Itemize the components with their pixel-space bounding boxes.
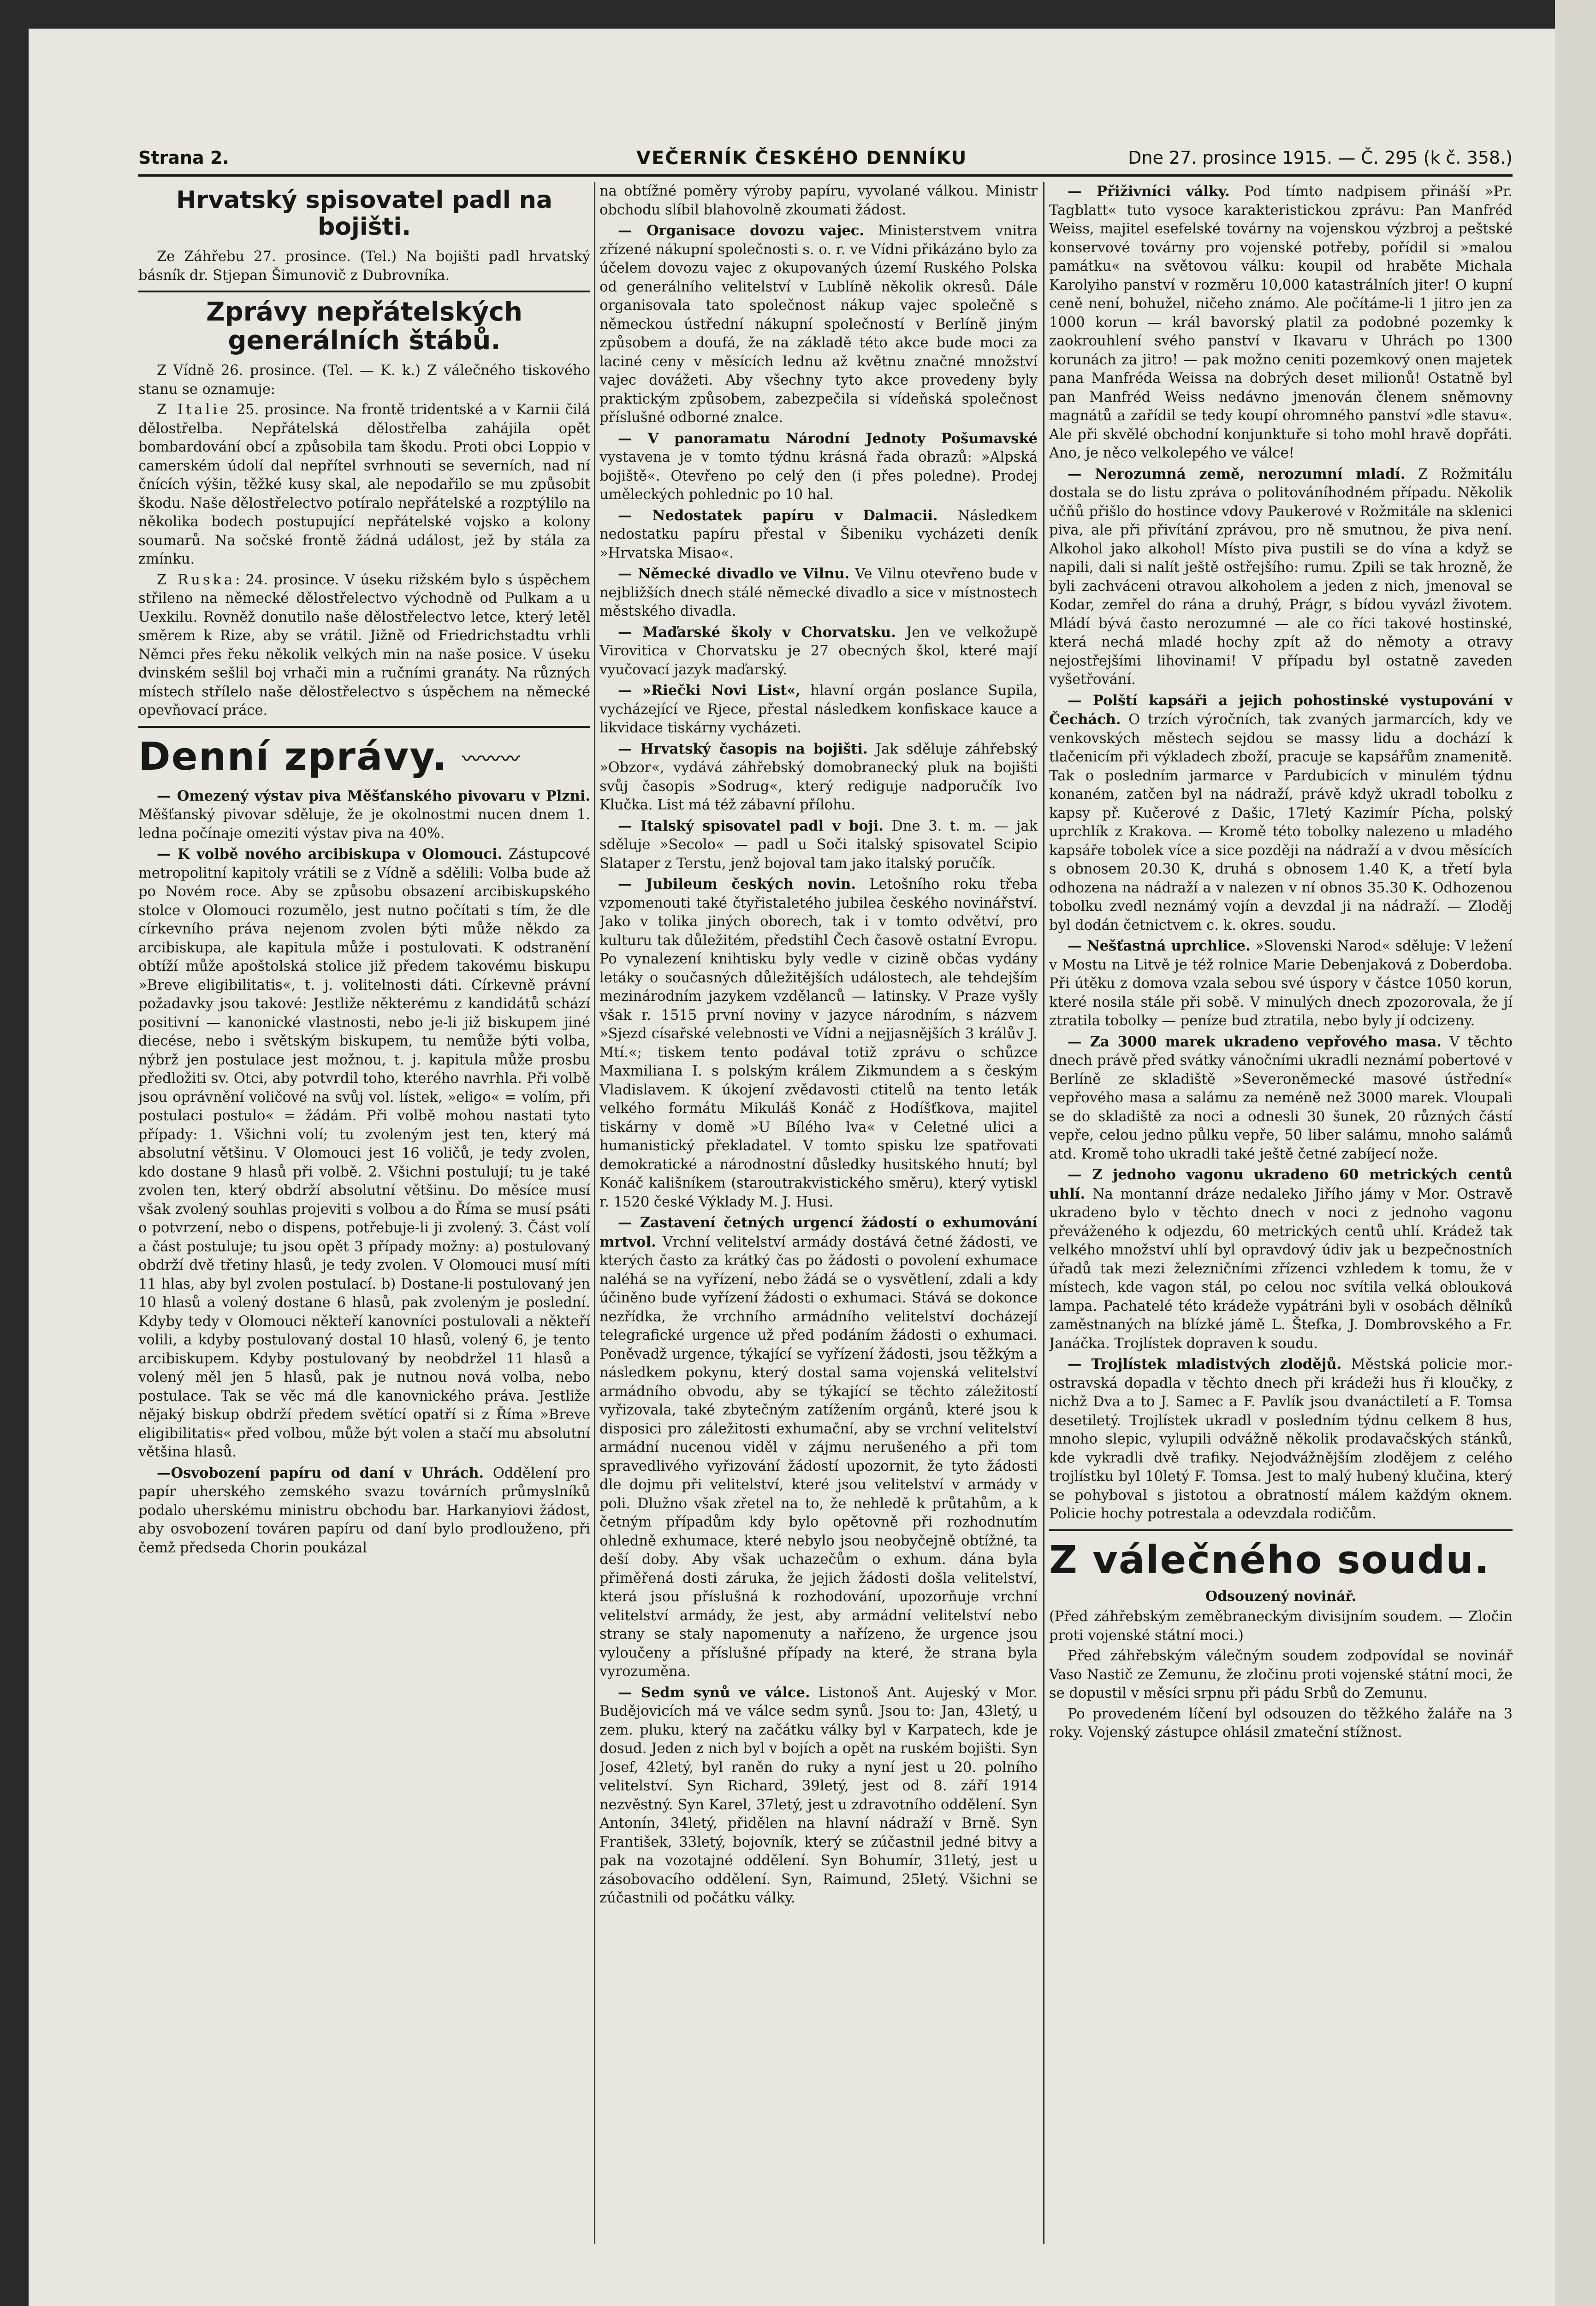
- news-lead: — Nerozumná země, nerozumní mladí.: [1068, 465, 1406, 482]
- paragraph-text: : 24. prosince. V úseku rižském bylo s úspěchem střileno na německé dělostřelectvo východně od Pulkam a u Uexkilu. Rovněž donutilo naše dělostřelectvo letce, který letěl směrem k Rize, aby se vrátil. Jižně od Friedrichstadtu vrhli Němci přes řeku několik velkých min na naše posice. V úseku dvinském sešlil boj vrhači min a ručními granáty. Na různých místech střílelo naše dělostřelectvo s úspěchem na německé opevňovací práce.: [138, 571, 590, 719]
- news-lead: — Maďarské školy v Chorvatsku.: [618, 624, 896, 641]
- news-text: Vrchní velitelství armády dostává četné žádosti, ve kterých často za krátký čas po žádosti o povolení exhumace naléhá se na vyřízení, nebo žádá se o vysvětlení, zdali a kdy účiněno bude vyřízení žádosti o exhumaci. Stává se dokonce nezřídka, že vrchního armádního velitelství docházejí telegrafické urgence už před podáním žádosti o exhumaci. Poněvadž urgence, týkající se vyřízení žádosti, jsou těžkým a následkem pokynu, který dostal sama vojenská velitelství armádního obvodu, aby se týkající se těchto záležitostí vyřizovala, také zbytečným zatížením orgánů, které jsou k disposici pro záležitosti exhumační, aby se vrchní velitelství armádní nucenou viděl v zájmu nerušeného a při tom spravedlivého vyřizování žádostí upozornit, že tyto žádosti dle dojmu při velitelství, které jsou velitelství v armády v poli. Dlužno však zřetel na to, že nehledě k průtahům, a k četným případům kdy bylo opětovně při rozhodnutím ohledně exhumace, které nebylo jsou neobyčejně obtížné, ta deší doby. Aby však uchazečům o exhum. dána byla přiměřená dosti záruka, že jejich žádosti došla velitelství, která jsou příslušná k rozhodování, upozorňuje vrchní velitelství armády, že jest, aby armádní velitelství nebo strany se staly napomenuty a nařízeno, že urgence jsou vyloučeny a příslušné případy na které, že strana byla vyrozuměna.: [599, 1234, 1038, 1680]
- news-lead: — Německé divadlo ve Vilnu.: [618, 565, 850, 582]
- news-text: Ve Vilnu otevřeno bude v nejbližších dnech stálé německé divadlo a sice v místnostech městského divadla.: [599, 566, 1038, 619]
- news-text: Zástupcové metropolitní kapitoly vrátili se z Vídně a sdělili: Volba bude až po Novém roce. Aby se způsobu obsazení arcibiskupského stolce v Olomouci rozumělo, jest nutno počítati s tím, že dle církevního práva nejenom zvolen býti může někdo za arcibiskupa, ale kapitula může i postulovati. K odstranění obtíží může apoštolská stolice již předem takovému biskupu »Breve eligibilitatis«, t. j. volitelnosti dáti. Církevně právní požadavky jsou takové: Jestliže některému z kandidátů schází positivní — kanonické vlastnosti, nebo je-li již biskupem jiné diecése, nebo i světským biskupem, tu nemůže býti volba, nýbrž jen postulace jest možnou, t. j. kapitula může prosbu předložiti sv. Otci, aby potvrdil toho, kterého navrhla. Při volbě jsou oprávnění voličové na svůj vol. lístek, »eligo« = volím, při postulaci postulo« = žádám. Při volbě mohou nastati tyto případy: 1. Všichni volí; tu zvoleným jest ten, který má absolutní většinu. V Olomouci jest 16 voličů, je tedy zvolen, kdo dostane 9 hlasů při volbě. 2. Všichni postulují; tu je také zvolen ten, který obdrží absolutní většinu. Do měsíce musí však zvolený souhlas projeviti s volbou a do Říma se musí psáti o potvrzení, nebo o dispens, potřebuje-li ji zvolený. 3. Část volí a část postuluje; tu jsou opět 3 případy možny: a) postulovaný obdrží dvě třetiny hlasů, je tedy zvolen. V Olomouci musí míti 11 hlas, aby byl zvolen postulací. b) Dostane-li postulovaný jen 10 hlasů a volený dostane 6 hlasů, pak zvoleným je poslední. Kdyby tedy v Olomouci někteří kanovníci postulovali a někteří volili, a kdyby postulovaný dostal 10 hlasů, volený 6, je tento arcibiskupem. Kdyby postulovaný by neobdržel 11 hlasů a volený měl jen 5 hlasů, pak je nutnou nová volba, nebo postulace. Tak se věc má dle kanovnického práva. Jestliže nějaký biskup obdrží předem světící opatří si z Říma »Breve eligibilitatis« před volbou, může být volen a stačí mu absolutní většina hlasů.: [138, 846, 590, 1461]
- article-headline: Hrvatský spisovatel padl na bojišti.: [176, 186, 552, 241]
- news-text: vystavena je v tomto týdnu krásná řada obrazů: »Alpská bojiště«. Otevřeno po celý den (i přes poledne). Prodej uměleckých pohlednic po 10 hal.: [599, 449, 1038, 503]
- paragraph-text: 25. prosince. Na frontě tridentské a v Karnii čilá dělostřelba. Nepřátelská dělostřelba zahájila opět bombardování obcí a způsobila tam škodu. Proti obci Loppio v camerském údolí dal nepřítel svrhnouti se severních, nad ní čnících výšin, těžké kusy skal, ale nepodařilo se mu způsobit škodu. Naše dělostřelectvo potíralo nepřátelské a rozptýlilo na několika bodech postupující nepřátelské vojsko a kolony soumarů. Na sočské frontě žádná událost, jež by stála za zmínku.: [138, 402, 590, 567]
- news-text: hlavní orgán poslance Supila, vycházející ve Rjece, přestal následkem konfiskace kauce a likvidace tiskárny vycházeti.: [599, 683, 1038, 736]
- news-text: Oddělení pro papír uherského zemského svazu továrních průmyslníků podalo uherskému ministru obchodu bar. Harkanyiovi žádost, aby osvobození továren papíru od daní bylo prodlouženo, při čemž předseda Chorin poukázal: [138, 1465, 590, 1556]
- newspaper-title: VEČERNÍK ČESKÉHO DENNÍKU: [636, 148, 967, 169]
- news-lead: — K volbě nového arcibiskupa v Olomouci.: [157, 846, 503, 863]
- news-text: Dne 3. t. m. — jak sděluje »Secolo« — padl u Soči italský spisovatel Scipio Slataper z Terstu, jenž bojoval tam jako italský poručík.: [599, 818, 1038, 872]
- news-lead: — Zastavení četných urgencí žádostí o exhumování mrtvol.: [599, 1214, 1038, 1250]
- news-lead: — Přiživníci války.: [1068, 183, 1230, 200]
- news-text: V těchto dnech právě před svátky vánočními ukradli neznámí pobertové v Berlíně ze skladiště »Severoněmecké masové ústřední« vepřového masa a salámu za neméně než 3000 marek. Vloupali se do skladiště za noci a odnesli 30 šunek, 20 různých částí vepře, celou jedno půlku vepře, 50 liber salámu, mnoho salámů atd. Kromě toho ukradli také ještě četné zabíjecí nože.: [1049, 1034, 1513, 1162]
- news-item: [599, 817, 1038, 874]
- news-item: [599, 875, 1038, 1212]
- article-headline: Zprávy nepřátelských generálních štábů.: [206, 297, 523, 356]
- news-item: [599, 221, 1038, 428]
- article-body: Před záhřebským válečným soudem zodpovídal se novinář Vaso Nastič ze Zemunu, že zločinu proti vojenské státní moci, že se dopustil v měsíci srpnu při pádu Srbů do Zemunu.: [1049, 1648, 1513, 1701]
- masthead: [138, 148, 1513, 175]
- news-item: [1049, 465, 1513, 689]
- news-item: [599, 506, 1038, 563]
- news-lead: — Nešťastná uprchlice.: [1068, 938, 1251, 954]
- news-text: Ministerstvem vnitra zřízené nákupní společnosti s. o. r. ve Vídni přikázáno bylo za účelem dovozu vajec z okupovaných území Ruského Polska od generálního velitelství v Lublíně několik okresů. Dále organisovala tato společnost nákup vajec společně s německou ústřední nákupní společností v Berlíně jiným způsobem a doufá, že na základě této akce bude moci za laciné ceny v měsících lednu až květnu značné množství vajec dovážeti. Aby všechny tyto akce provedeny byly praktickým způsobem, zabezpečila si vídeňská společnost příslušné odborné znalce.: [599, 223, 1038, 426]
- news-text: Městská policie mor.-ostravská dopadla v těchto dnech při krádeži hus ři kloučky, z nichž Dva a to J. Samec a F. Pavlík jsou dvanáctiletí a F. Tomsa desetiletý. Trojlístek ukradl v posledním týdnu celkem 8 hus, mnoho slepic, vylupili odvážně několik prodavačských stánků, kde vykradli dvě trafiky. Nejodvážnějším zlodějem z celého trojlístku byl 10letý F. Tomsa. Jest to malý hubený klučina, který se pohyboval s jistotou a obratností málem každým oknem. Policie hochy potrestala a odevzdala rodičům.: [1049, 1356, 1513, 1522]
- article-subtitle: Odsouzený novinář.: [1205, 1588, 1357, 1605]
- news-lead: — Hrvatský časopis na bojišti.: [618, 740, 868, 757]
- news-text: »Slovenski Narod« sděluje: V ležení v Mostu na Litvě je též rolnice Marie Debenjaková z Doberdoba. Při útěku z domova vzala sebou své úspory v částce 1050 korun, které nosila stále při sobě. V minulých dnech zpozorovala, že jí ztratila tobolky — peníze bud ztratila, nebo byly jí odcizeny.: [1049, 938, 1513, 1029]
- article-body: Ze Záhřebu 27. prosince. (Tel.) Na bojišti padl hrvatský básník dr. Stjepan Šimunovič z Dubrovníka.: [138, 249, 590, 284]
- column-1: [138, 182, 590, 2253]
- article-subtitle-note: (Před záhřebským zeměbraneckým divisijním soudem. — Zločin proti vojenské státní moci.): [1049, 1609, 1513, 1644]
- news-text: Listonoš Ant. Aujeský v Mor. Budějovicích má ve válce sedm synů. Jsou to: Jan, 43letý, u zem. pluku, který na začátku války byl v Karpatech, kde je dosud. Jeden z nich byl v bojích a opět na ruském bojišti. Syn Josef, 42letý, byl raněn do ruky a nyní jest u 20. polního velitelství. Syn Richard, 39letý, jest od 8. září 1914 nezvěstný. Syn Karel, 37letý, jest u zdravotního oddělení. Syn Antonín, 34letý, přidělen na hlavní nádraží v Brně. Syn František, 33letý, bojovník, který se zúčastnil jedné bitvy a pak na vozotajné oddělení. Syn Bohumír, 31letý, jest u zásobovacího oddělení. Syn, Raimund, 25letý. Všichni se zúčastnili od počátku války.: [599, 1684, 1038, 1906]
- section-title: [138, 733, 590, 782]
- news-lead: —Osvobození papíru od daní v Uhrách.: [157, 1464, 484, 1481]
- news-text: Měšťanský pivovar sděluje, že je okolnostmi nucen dnem 1. ledna počínaje omeziti výstav piva na 40%.: [138, 807, 590, 842]
- news-text: Na montanní dráze nedaleko Jiřího jámy v Mor. Ostravě ukradeno bylo v těchto dnech v noci z jednoho vagonu převáženého k odjezdu, 60 metrických centů uhlí. Krádež tak velkého množství uhlí byl opravdový údiv jak u bezpečnostních úřadů tak mezi železničními zřízenci vzhledem k tomu, že v místech, kde vagon stál, po celou noc svítila velká oblouková lampa. Pachatelé této krádeže vypátráni byli v osobách dělníků zaměstnaných na blízké jámě L. Štefka, J. Dombrovského a Fr. Janáčka. Trojlístek dopraven k soudu.: [1049, 1186, 1513, 1352]
- news-lead: — Z jednoho vagonu ukradeno 60 metrických centů uhlí.: [1049, 1166, 1513, 1202]
- news-text: Jak sděluje záhřebský »Obzor«, vydává záhřebský domobranecký pluk na bojišti svůj časopis »Sodrug«, který rediguje nadporučík Ivo Klučka. List má též zábavní přílohu.: [599, 741, 1038, 813]
- news-item: [599, 565, 1038, 621]
- news-lead: — Omezený výstav piva Měšťanského pivovaru v Plzni.: [157, 787, 590, 804]
- ornament-icon: 〰〰〰: [462, 748, 521, 770]
- news-continuation: na obtížné poměry výroby papíru, vyvolané válkou. Ministr obchodu slíbil blahovolně zkoumati žádost.: [599, 183, 1038, 218]
- news-item: [599, 681, 1038, 738]
- news-lead: — Polští kapsáři a jejich pohostinské vystupování v Čechách.: [1049, 692, 1513, 728]
- section-title: Z válečného soudu.: [1049, 1537, 1490, 1582]
- news-lead: — Nedostatek papíru v Dalmacii.: [618, 507, 938, 524]
- issue-date: Dne 27. prosince 1915. — Č. 295 (k č. 358.): [1128, 148, 1513, 168]
- news-item: [138, 787, 590, 844]
- news-lead: — Jubileum českých novin.: [618, 876, 856, 892]
- page-edge: [1555, 0, 1596, 2306]
- place-name: Z Ruska: [157, 571, 236, 588]
- news-lead: — Organisace dovozu vajec.: [618, 222, 864, 239]
- article-body: Z Vídně 26. prosince. (Tel. — K. k.) Z válečného tiskového stanu se oznamuje:: [138, 363, 590, 398]
- news-text: Z Rožmitálu dostala se do listu zpráva o politováníhodném případu. Několik učňů přišlo do hostince vdovy Paukerové v Rožmitále na sklenici piva, ale při přivítání zprávou, pro ně smutnou, že piva není. Alkohol jako alkohol! Místo piva pustili se do vína a když se napili, dali si nalít ještě ostřejšího: rumu. Zpili se tak hrozně, že byli zachváceni otravou alkoholem a jeden z nich, jmenoval se Kodar, zemřel do rána a druhý, Prágr, s bídou vyvázl životem. Mládí bývá často nerozumné — ale co říci takové hostinské, která nechá mladé hochy zpít až do němoty a otravy nejostřejšími lihovinami! V případu byl ostatně zaveden vyšetřování.: [1049, 466, 1513, 688]
- news-text: O trzích výročních, tak zvaných jarmarcích, kdy ve venkovských městech sejdou se massy lidu a dochází k tlačenicím při výkladech zboží, pracuje se kapsářům znamenitě. Tak o posledním jarmarce v Pardubicích v minulém týdnu konaném, zatčen byl na nádraží, právě když ukradl tobolku z kapsy př. Kučerové z Dašic, 17letý Kazimír Pícha, polský uprchlík z Krakova. — Kromě této tobolky nalezeno u mladého kapsáře tobolek více a sice později na nádraží a v dvou měsících s obnosem 20.30 K, druhá s obnosem 1.40 K, a třetí byla odhozena na nádraží a v nalezen v ní obnos 35.30 K. Odhozenou tobolku zvedl neznámý vojín a devzdal ji na nádraží. — Zloděj byl dodán četnictvem c. k. okres. soudu.: [1049, 712, 1513, 933]
- column-2: [599, 182, 1038, 2253]
- news-text: Pod tímto nadpisem přináší »Pr. Tagblatt« tuto vysoce karakteristickou zprávu: Pan Manfréd Weiss, majitel esefelské továrny na vojenskou výzbroj a peštské konservové továrny pro vojenské potřeby, pořídil si »malou památku« na světovou válku: koupil od hraběte Michala Karolyiho panství v rozměru 10,000 katastrálních jiter! O kupní ceně není, bohužel, ničeho známo. Ale počítáme-li 1 jitro jen za 1000 korun — král bavorský platil za podobné pozemky k zaokrouhlení svého panství v Ikavaru v Uhrách po 1300 korunách za jitro! — pak možno ceniti pozemkový onen majetek pana Manfréda Weissa na dobrých deset milionů! Ostatně byl pan Manfréd Weiss nedávno jmenován členem sněmovny magnátů a zařídil se tedy koupí ohromného panství »dle stavu«. Ale při skvělé obchodní konjunktuře si toho mohl hravě dopřáti. Ano, je něco velkolepého ve válce!: [1049, 184, 1513, 461]
- news-item: [599, 429, 1038, 505]
- news-lead: — Trojlístek mladistvých zlodějů.: [1068, 1356, 1342, 1373]
- article-body: [138, 401, 590, 569]
- news-item: [1049, 182, 1513, 463]
- article-divider: [138, 291, 590, 292]
- news-item: [599, 740, 1038, 815]
- column-separator: [594, 182, 595, 2244]
- article-body: [138, 571, 590, 720]
- news-item: [138, 845, 590, 1462]
- news-lead: — »Riečki Novi List«,: [618, 682, 801, 699]
- news-item: [599, 1683, 1038, 1908]
- news-text: Jen ve velkožupě Virovitica v Chorvatsku je 27 obecných škol, které mají vyučovací jazyk maďarský.: [599, 624, 1038, 678]
- news-item: [1049, 1165, 1513, 1353]
- column-3: [1049, 182, 1513, 2253]
- section-title-text: Denní zprávy.: [138, 733, 448, 779]
- news-lead: — V panoramatu Národní Jednoty Pošumavské: [618, 430, 1038, 447]
- news-lead: — Italský spisovatel padl v boji.: [618, 817, 884, 834]
- news-lead: — Za 3000 marek ukradeno vepřového masa.: [1068, 1033, 1442, 1050]
- article-body: Po provedeném líčení byl odsouzen do těžkého žaláře na 3 roky. Vojenský zástupce ohlásil zmateční stížnost.: [1049, 1706, 1513, 1741]
- news-text: Následkem nedostatku papíru přestal v Šibeniku vycházeti deník »Hrvatska Misao«.: [599, 507, 1038, 561]
- place-name: Z Italie: [157, 402, 231, 418]
- article-divider: [1049, 1529, 1513, 1531]
- column-separator: [1043, 182, 1044, 2244]
- news-text: Letošního roku třeba vzpomenouti také čtyřistaletého jubilea českého novinářství. Jako v tolika jiných oborech, tak i v tomto odvětví, pro kulturu tak důležitém, předstihl Čech časově ostatní Evropu. Po vynalezení knihtisku byly vedle v cizině občas vydány letáky o současných důležitějších událostech, ale tehdejším mezinárodním jazykem vzdělanců — latinsky. V Praze vyšly však r. 1515 první noviny v jazyce národním, s názvem »Sjezd císařské velebnosti ve Vídni a nejjasnějších 3 králův J. Mtí.«; tiskem tento podával totiž zprávu o schůzce Maxmiliana I. s polským králem Zikmundem a s českým Vladislavem. K úkojení zvědavosti ctitelů na tento leták velkého formátu Mikuláš Konáč z Hodíšťkova, majitel tiskárny v domě »U Bílého lva« v Celetné ulici a humanistický překladatel. V tomto spisku lze spatřovati demokratické a národnostní důsledky husitského hnutí; byl Konáč kališníkem (staroutrakvistického směru), který vytiskl r. 1520 české Výklady M. J. Husi.: [599, 876, 1038, 1210]
- news-item: [1049, 1355, 1513, 1524]
- news-item: [1049, 691, 1513, 935]
- news-item: [138, 1464, 590, 1558]
- masthead-rule: [138, 174, 1513, 177]
- news-item: [599, 1213, 1038, 1682]
- news-lead: — Sedm synů ve válce.: [618, 1684, 810, 1701]
- news-item: [1049, 937, 1513, 1031]
- article-divider: [138, 726, 590, 728]
- news-item: [1049, 1033, 1513, 1164]
- page-number: Strana 2.: [138, 148, 229, 168]
- news-item: [599, 623, 1038, 680]
